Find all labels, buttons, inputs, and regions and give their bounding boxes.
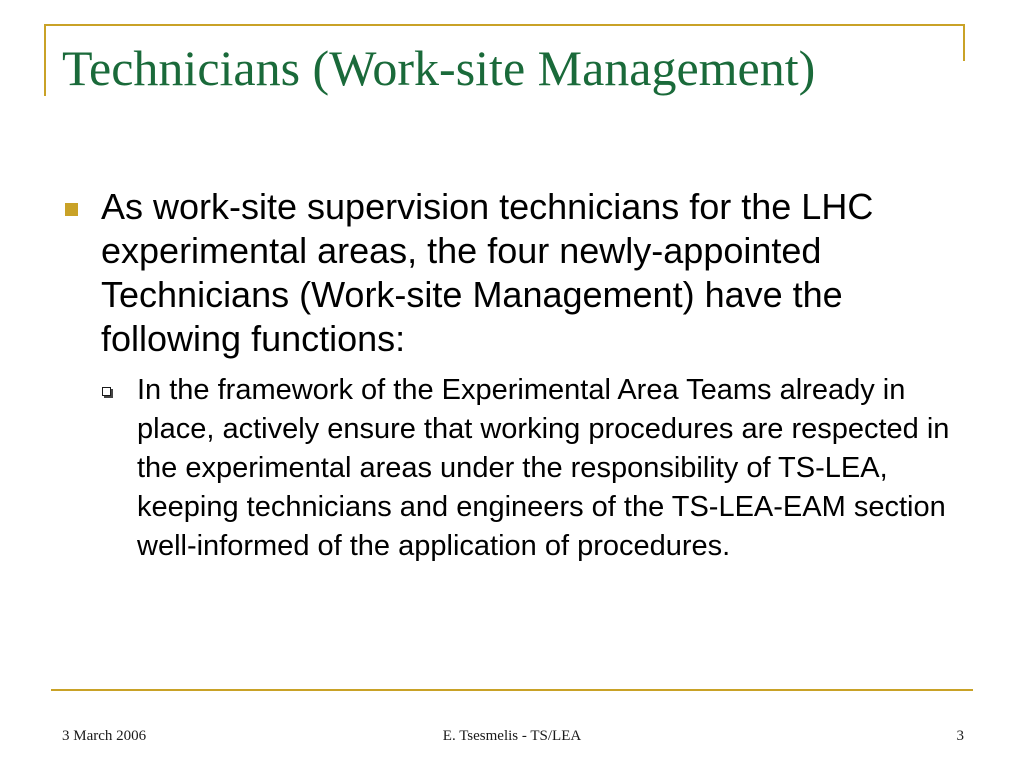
slide-title: Technicians (Work-site Management) [62,40,816,96]
sub-bullet-item [62,371,962,566]
title-frame-right-line [963,24,965,61]
page-number: 3 [956,728,964,744]
footer-author: E. Tsesmelis - TS/LEA [442,728,582,744]
title-frame-top-line [44,24,965,26]
footer-date: 3 March 2006 [62,728,147,744]
bullet-text: As work-site supervision technicians for the LHC experimental areas, the four newly-appointed Technicians (Work-site Management) have the following functions: [101,186,874,359]
footer-divider [51,689,973,691]
bullet-item [62,185,962,361]
title-frame-left-line [44,24,46,96]
slide-content [62,185,962,566]
sub-bullet-text: In the framework of the Experimental Area Teams already in place, actively ensure that working procedures are respected in the experimental areas under the responsibility of TS-LEA, keeping technicians and engineers of the TS-LEA-EAM section well-informed of the application of procedures. [137,374,950,562]
hollow-square-bullet-icon [102,387,111,396]
filled-square-bullet-icon [65,203,78,216]
